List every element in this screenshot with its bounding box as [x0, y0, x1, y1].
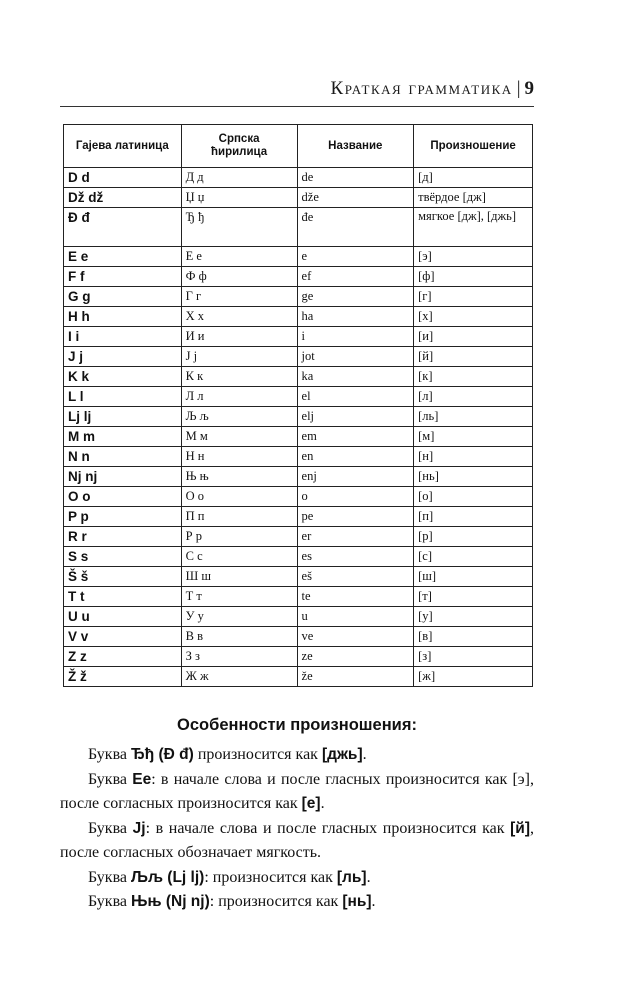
letter-name-cell: ha — [297, 307, 414, 327]
cyrillic-letter-cell: Ф ф — [181, 267, 297, 287]
letter-name-cell: ka — [297, 367, 414, 387]
note-text: Буква — [88, 868, 132, 886]
latin-letter-cell: F f — [64, 267, 182, 287]
pronunciation-cell: [к] — [414, 367, 533, 387]
pronunciation-cell: [т] — [414, 587, 533, 607]
table-row — [64, 667, 533, 687]
letter-name-cell: ge — [297, 287, 414, 307]
cyrillic-letter-cell: К к — [181, 367, 297, 387]
latin-letter-cell: H h — [64, 307, 182, 327]
cyrillic-letter-cell: Њ њ — [181, 467, 297, 487]
note-paragraph — [60, 890, 534, 915]
latin-letter-cell: L l — [64, 387, 182, 407]
letter-name-cell: es — [297, 547, 414, 567]
cyrillic-letter-cell: Р р — [181, 527, 297, 547]
note-emphasis: [ль] — [336, 868, 367, 886]
pronunciation-cell: [з] — [414, 647, 533, 667]
latin-letter-cell: S s — [64, 547, 182, 567]
table-row — [64, 587, 533, 607]
letter-name-cell: đe — [297, 208, 414, 247]
latin-letter-cell: Š š — [64, 567, 182, 587]
pronunciation-cell: [л] — [414, 387, 533, 407]
table-row — [64, 467, 533, 487]
note-text: : в начале слова и после гласных произносится как — [145, 819, 511, 837]
header-separator: | — [516, 78, 521, 99]
pronunciation-cell: [в] — [414, 627, 533, 647]
letter-name-cell: ef — [297, 267, 414, 287]
latin-letter-cell: K k — [64, 367, 182, 387]
table-row — [64, 307, 533, 327]
table-row — [64, 627, 533, 647]
note-paragraph — [60, 768, 534, 817]
table-row — [64, 607, 533, 627]
letter-name-cell: eš — [297, 567, 414, 587]
table-row — [64, 527, 533, 547]
table-header-row — [64, 125, 533, 168]
table-row — [64, 507, 533, 527]
header-pronunciation: Произношение — [414, 125, 533, 168]
letter-name-cell: en — [297, 447, 414, 467]
cyrillic-letter-cell: И и — [181, 327, 297, 347]
note-text: : произносится как — [204, 868, 337, 886]
note-text: : в начале слова и после гласных произносится как [э], после согласных произносится как — [60, 770, 534, 812]
pronunciation-cell: [у] — [414, 607, 533, 627]
note-emphasis: [нь] — [342, 893, 372, 910]
latin-letter-cell: M m — [64, 427, 182, 447]
note-emphasis: [е] — [301, 795, 321, 812]
note-emphasis: Jj — [132, 819, 146, 837]
table-row — [64, 367, 533, 387]
letter-name-cell: u — [297, 607, 414, 627]
note-text: , после согласных обозначает мягкость. — [60, 819, 534, 861]
latin-letter-cell: Lj lj — [64, 407, 182, 427]
table-row — [64, 168, 533, 188]
note-emphasis: Љљ (Lj lj) — [131, 868, 205, 886]
letter-name-cell: er — [297, 527, 414, 547]
note-text: Буква — [88, 819, 133, 837]
running-header — [60, 78, 534, 100]
pronunciation-cell: [н] — [414, 447, 533, 467]
note-paragraph — [60, 817, 534, 866]
pronunciation-cell: [ж] — [414, 667, 533, 687]
pronunciation-cell: мягкое [дж], [джь] — [414, 208, 533, 247]
cyrillic-letter-cell: Х х — [181, 307, 297, 327]
letter-name-cell: jot — [297, 347, 414, 367]
header-cyrillic: Српска ћирилица — [181, 125, 297, 168]
latin-letter-cell: V v — [64, 627, 182, 647]
table-row — [64, 208, 533, 247]
latin-letter-cell: Nj nj — [64, 467, 182, 487]
cyrillic-letter-cell: Г г — [181, 287, 297, 307]
table-row — [64, 547, 533, 567]
latin-letter-cell: J j — [64, 347, 182, 367]
pronunciation-cell: [нь] — [414, 467, 533, 487]
header-rule — [60, 106, 534, 107]
note-text: Буква — [88, 746, 132, 763]
table-row — [64, 287, 533, 307]
cyrillic-letter-cell: С с — [181, 547, 297, 567]
cyrillic-letter-cell: Л л — [181, 387, 297, 407]
cyrillic-letter-cell: Џ џ — [181, 188, 297, 208]
pronunciation-cell: [с] — [414, 547, 533, 567]
letter-name-cell: ze — [297, 647, 414, 667]
latin-letter-cell: Dž dž — [64, 188, 182, 208]
cyrillic-letter-cell: Н н — [181, 447, 297, 467]
header-name: Название — [297, 125, 414, 168]
cyrillic-letter-cell: В в — [181, 627, 297, 647]
cyrillic-letter-cell: У у — [181, 607, 297, 627]
latin-letter-cell: E e — [64, 247, 182, 267]
latin-letter-cell: P p — [64, 507, 182, 527]
pronunciation-cell: [й] — [414, 347, 533, 367]
pronunciation-cell: [х] — [414, 307, 533, 327]
header-latin: Гајева латиница — [64, 125, 182, 168]
latin-letter-cell: G g — [64, 287, 182, 307]
table-row — [64, 487, 533, 507]
cyrillic-letter-cell: М м — [181, 427, 297, 447]
note-text: произносится как — [193, 746, 322, 763]
cyrillic-letter-cell: З з — [181, 647, 297, 667]
latin-letter-cell: N n — [64, 447, 182, 467]
cyrillic-letter-cell: Ж ж — [181, 667, 297, 687]
cyrillic-letter-cell: Е е — [181, 247, 297, 267]
note-emphasis: [й] — [510, 819, 530, 837]
pronunciation-cell: [п] — [414, 507, 533, 527]
note-text: . — [362, 746, 367, 763]
cyrillic-letter-cell: Љ љ — [181, 407, 297, 427]
note-paragraph — [60, 743, 534, 768]
latin-letter-cell: R r — [64, 527, 182, 547]
note-emphasis: [джь] — [321, 746, 363, 763]
pronunciation-cell: [ль] — [414, 407, 533, 427]
table-row — [64, 447, 533, 467]
note-emphasis: Ђђ (Đ đ) — [131, 746, 194, 763]
table-row — [64, 188, 533, 208]
table-row — [64, 647, 533, 667]
table-row — [64, 247, 533, 267]
table-row — [64, 347, 533, 367]
table-row — [64, 427, 533, 447]
pronunciation-cell: [г] — [414, 287, 533, 307]
cyrillic-letter-cell: П п — [181, 507, 297, 527]
latin-letter-cell: Ž ž — [64, 667, 182, 687]
pronunciation-cell: [д] — [414, 168, 533, 188]
pronunciation-cell: [э] — [414, 247, 533, 267]
cyrillic-letter-cell: Д д — [181, 168, 297, 188]
latin-letter-cell: I i — [64, 327, 182, 347]
note-text: . — [366, 868, 371, 886]
cyrillic-letter-cell: О о — [181, 487, 297, 507]
table-body — [64, 168, 533, 687]
cyrillic-letter-cell: Ш ш — [181, 567, 297, 587]
cyrillic-letter-cell: Ј ј — [181, 347, 297, 367]
letter-name-cell: elj — [297, 407, 414, 427]
page-number: 9 — [524, 78, 534, 99]
letter-name-cell: ve — [297, 627, 414, 647]
note-emphasis: Ee — [132, 770, 152, 788]
pronunciation-cell: [ш] — [414, 567, 533, 587]
letter-name-cell: te — [297, 587, 414, 607]
letter-name-cell: el — [297, 387, 414, 407]
table-row — [64, 407, 533, 427]
pronunciation-cell: [ф] — [414, 267, 533, 287]
letter-name-cell: enj — [297, 467, 414, 487]
letter-name-cell: i — [297, 327, 414, 347]
table-row — [64, 567, 533, 587]
pronunciation-cell: [о] — [414, 487, 533, 507]
section-title: Особенности произношения: — [177, 716, 417, 734]
letter-name-cell: dže — [297, 188, 414, 208]
latin-letter-cell: D d — [64, 168, 182, 188]
note-text: Буква — [88, 893, 132, 910]
latin-letter-cell: Z z — [64, 647, 182, 667]
letter-name-cell: em — [297, 427, 414, 447]
table-row — [64, 327, 533, 347]
cyrillic-letter-cell: Ђ ђ — [181, 208, 297, 247]
letter-name-cell: že — [297, 667, 414, 687]
note-text: : произносится как — [209, 893, 343, 910]
latin-letter-cell: T t — [64, 587, 182, 607]
latin-letter-cell: O o — [64, 487, 182, 507]
alphabet-table — [63, 124, 533, 687]
note-text: . — [320, 795, 325, 812]
latin-letter-cell: U u — [64, 607, 182, 627]
pronunciation-cell: [р] — [414, 527, 533, 547]
letter-name-cell: pe — [297, 507, 414, 527]
pronunciation-cell: твёрдое [дж] — [414, 188, 533, 208]
note-text: Буква — [88, 770, 133, 788]
note-emphasis: Њњ (Nj nj) — [131, 893, 210, 910]
pronunciation-cell: [м] — [414, 427, 533, 447]
letter-name-cell: de — [297, 168, 414, 188]
header-title: Краткая грамматика — [330, 78, 513, 99]
cyrillic-letter-cell: Т т — [181, 587, 297, 607]
latin-letter-cell: Đ đ — [64, 208, 182, 247]
table-row — [64, 267, 533, 287]
note-text: . — [371, 893, 376, 910]
pronunciation-notes — [60, 743, 534, 915]
letter-name-cell: e — [297, 247, 414, 267]
letter-name-cell: o — [297, 487, 414, 507]
pronunciation-cell: [и] — [414, 327, 533, 347]
table-row — [64, 387, 533, 407]
note-paragraph — [60, 866, 534, 891]
